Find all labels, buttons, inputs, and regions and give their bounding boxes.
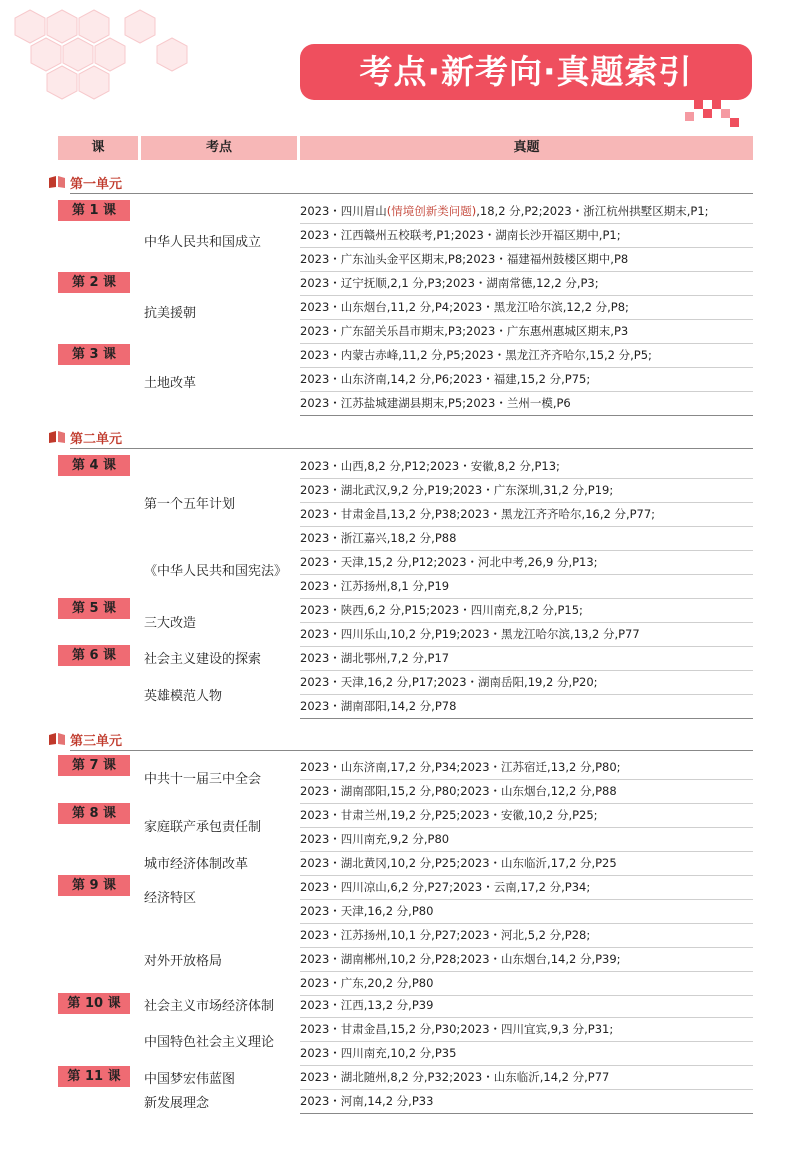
square-decoration <box>672 100 762 130</box>
exam-row: 2023・内蒙古赤峰,11,2 分,P5;2023・黑龙江齐齐哈尔,15,2 分,P5; <box>300 344 753 368</box>
header-point: 考点 <box>141 136 297 160</box>
exam-row: 2023・广东汕头金平区期末,P8;2023・福建福州鼓楼区期中,P8 <box>300 248 753 272</box>
lesson-badge: 第 3 课 <box>58 344 130 365</box>
unit-label: 第三单元 <box>70 734 123 749</box>
exam-row: 2023・天津,16,2 分,P17;2023・湖南岳阳,19,2 分,P20; <box>300 671 753 695</box>
book-icon <box>48 430 66 444</box>
book-icon <box>48 175 66 189</box>
exam-row: 2023・山东济南,17,2 分,P34;2023・江苏宿迁,13,2 分,P80; <box>300 756 753 780</box>
exam-row: 2023・陕西,6,2 分,P15;2023・四川南充,8,2 分,P15; <box>300 599 753 623</box>
exam-row: 2023・江苏扬州,10,1 分,P27;2023・河北,5,2 分,P28; <box>300 924 753 948</box>
topic-label: 中国梦宏伟蓝图 <box>144 1072 236 1087</box>
exam-row: 2023・湖南邵阳,15,2 分,P80;2023・山东烟台,12,2 分,P88 <box>300 780 753 804</box>
topic-label: 英雄模范人物 <box>144 689 223 704</box>
exam-row: 2023・山东济南,14,2 分,P6;2023・福建,15,2 分,P75; <box>300 368 753 392</box>
exam-row: 2023・四川南充,10,2 分,P35 <box>300 1042 753 1066</box>
lesson-badge: 第 9 课 <box>58 875 130 896</box>
topic-label: 家庭联产承包责任制 <box>144 820 262 835</box>
exam-row: 2023・浙江嘉兴,18,2 分,P88 <box>300 527 753 551</box>
topic-label: 中共十一届三中全会 <box>144 772 262 787</box>
exam-row: 2023・甘肃金昌,15,2 分,P30;2023・四川宜宾,9,3 分,P31; <box>300 1018 753 1042</box>
lesson-badge: 第 8 课 <box>58 803 130 824</box>
topic-label: 经济特区 <box>144 891 197 906</box>
lesson-badge: 第 4 课 <box>58 455 130 476</box>
lesson-badge: 第 1 课 <box>58 200 130 221</box>
exam-row: 2023・四川乐山,10,2 分,P19;2023・黑龙江哈尔滨,13,2 分,P77 <box>300 623 753 647</box>
unit-heading <box>48 426 753 450</box>
topic-label: 《中华人民共和国宪法》 <box>144 564 288 579</box>
topic-label: 社会主义建设的探索 <box>144 652 262 667</box>
exam-row: 2023・四川眉山(情境创新类问题),18,2 分,P2;2023・浙江杭州拱墅区期末,P1; <box>300 200 753 224</box>
exam-row: 2023・天津,15,2 分,P12;2023・河北中考,26,9 分,P13; <box>300 551 753 575</box>
exam-row: 2023・湖南邵阳,14,2 分,P78 <box>300 695 753 719</box>
exam-row: 2023・广东韶关乐昌市期末,P3;2023・广东惠州惠城区期末,P3 <box>300 320 753 344</box>
exam-row: 2023・天津,16,2 分,P80 <box>300 900 753 924</box>
exam-row: 2023・辽宁抚顺,2,1 分,P3;2023・湖南常德,12,2 分,P3; <box>300 272 753 296</box>
exam-row: 2023・四川凉山,6,2 分,P27;2023・云南,17,2 分,P34; <box>300 876 753 900</box>
book-icon <box>48 732 66 746</box>
lesson-badge: 第 11 课 <box>58 1066 130 1087</box>
topic-label: 社会主义市场经济体制 <box>144 999 275 1014</box>
header-lesson: 课 <box>58 136 138 160</box>
topic-label: 第一个五年计划 <box>144 497 236 512</box>
exam-row: 2023・江西,13,2 分,P39 <box>300 994 753 1018</box>
lesson-badge: 第 2 课 <box>58 272 130 293</box>
exam-row: 2023・广东,20,2 分,P80 <box>300 972 753 996</box>
lesson-badge: 第 5 课 <box>58 598 130 619</box>
exam-row: 2023・湖南郴州,10,2 分,P28;2023・山东烟台,14,2 分,P39; <box>300 948 753 972</box>
lesson-badge: 第 6 课 <box>58 645 130 666</box>
unit-heading <box>48 728 753 752</box>
unit-heading <box>48 171 753 195</box>
exam-row: 2023・甘肃金昌,13,2 分,P38;2023・黑龙江齐齐哈尔,16,2 分,P77; <box>300 503 753 527</box>
unit-label: 第一单元 <box>70 177 123 192</box>
topic-label: 城市经济体制改革 <box>144 857 249 872</box>
exam-row: 2023・甘肃兰州,19,2 分,P25;2023・安徽,10,2 分,P25; <box>300 804 753 828</box>
topic-label: 抗美援朝 <box>144 306 197 321</box>
exam-row: 2023・湖北鄂州,7,2 分,P17 <box>300 647 753 671</box>
header-exam: 真题 <box>300 136 753 160</box>
topic-label: 对外开放格局 <box>144 954 223 969</box>
exam-row: 2023・河南,14,2 分,P33 <box>300 1090 753 1114</box>
topic-label: 三大改造 <box>144 616 197 631</box>
exam-row: 2023・湖北武汉,9,2 分,P19;2023・广东深圳,31,2 分,P19; <box>300 479 753 503</box>
exam-row: 2023・四川南充,9,2 分,P80 <box>300 828 753 852</box>
unit-label: 第二单元 <box>70 432 123 447</box>
exam-row: 2023・江苏扬州,8,1 分,P19 <box>300 575 753 599</box>
topic-label: 中国特色社会主义理论 <box>144 1035 275 1050</box>
exam-row: 2023・江西赣州五校联考,P1;2023・湖南长沙开福区期中,P1; <box>300 224 753 248</box>
page-title: 考点·新考向·真题索引 <box>300 44 752 100</box>
exam-row: 2023・山东烟台,11,2 分,P4;2023・黑龙江哈尔滨,12,2 分,P8; <box>300 296 753 320</box>
exam-row: 2023・山西,8,2 分,P12;2023・安徽,8,2 分,P13; <box>300 455 753 479</box>
exam-row: 2023・湖北黄冈,10,2 分,P25;2023・山东临沂,17,2 分,P25 <box>300 852 753 876</box>
lesson-badge: 第 10 课 <box>58 993 130 1014</box>
hexagon-decoration <box>0 0 300 120</box>
exam-row: 2023・江苏盐城建湖县期末,P5;2023・兰州一模,P6 <box>300 392 753 416</box>
topic-label: 土地改革 <box>144 376 197 391</box>
topic-label: 中华人民共和国成立 <box>144 235 262 250</box>
lesson-badge: 第 7 课 <box>58 755 130 776</box>
exam-row: 2023・湖北随州,8,2 分,P32;2023・山东临沂,14,2 分,P77 <box>300 1066 753 1090</box>
topic-label: 新发展理念 <box>144 1096 210 1111</box>
